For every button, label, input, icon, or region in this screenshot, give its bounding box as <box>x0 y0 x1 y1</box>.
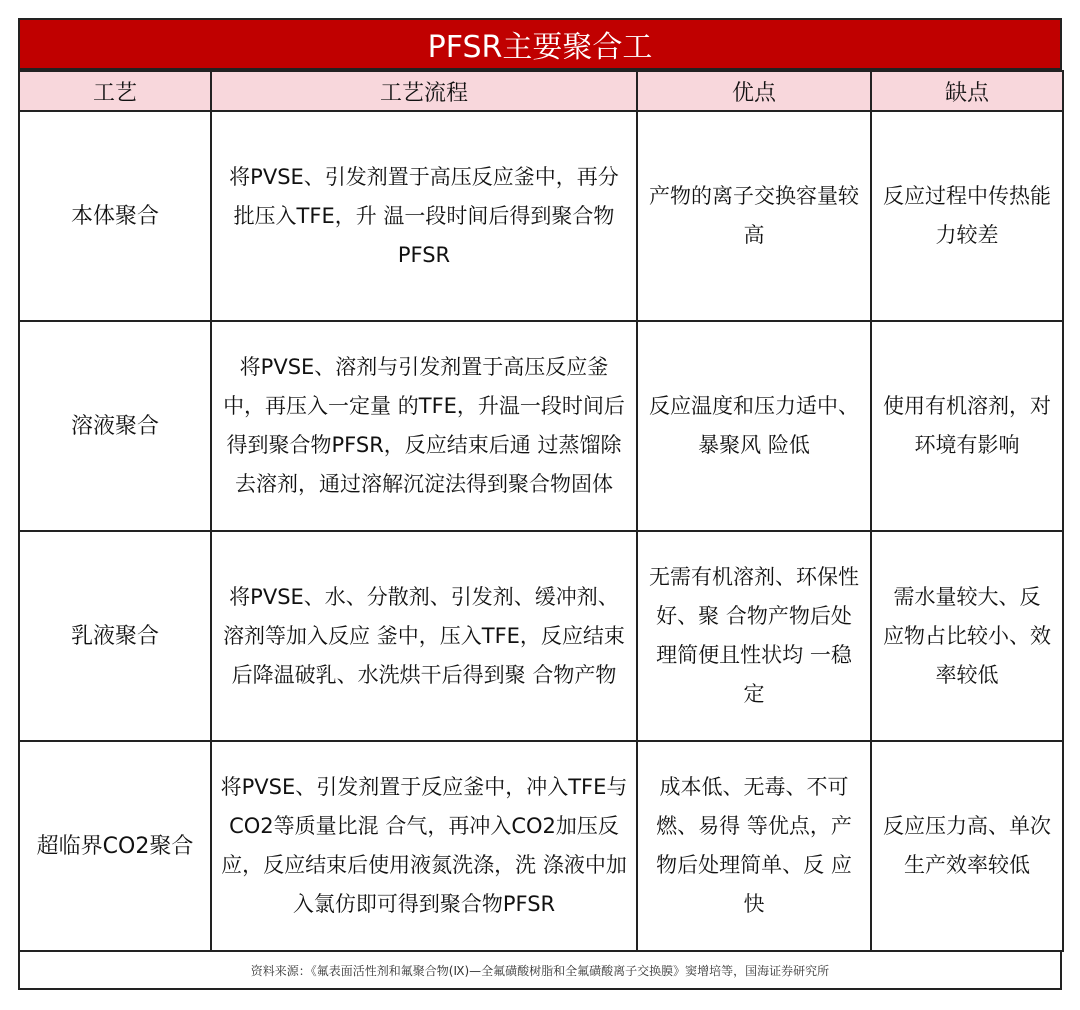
row-name: 超临界CO2聚合 <box>19 741 211 951</box>
header-disadvantages: 缺点 <box>871 71 1063 111</box>
header-process-type: 工艺 <box>19 71 211 111</box>
table-row <box>19 321 1063 531</box>
table-title: PFSR主要聚合工 <box>18 18 1062 70</box>
row-name: 溶液聚合 <box>19 321 211 531</box>
row-advantages: 无需有机溶剂、环保性好、聚 合物产物后处理简便且性状均 一稳定 <box>637 531 871 741</box>
row-disadvantages: 需水量较大、反 应物占比较小、效 率较低 <box>871 531 1063 741</box>
polymerization-table <box>18 70 1064 952</box>
row-process: 将PVSE、溶剂与引发剂置于高压反应釜中，再压入一定量 的TFE，升温一段时间后得到聚合物PFSR，反应结束后通 过蒸馏除去溶剂，通过溶解沉淀法得到聚合物固体 <box>211 321 637 531</box>
row-process: 将PVSE、水、分散剂、引发剂、缓冲剂、溶剂等加入反应 釜中，压入TFE，反应结束后降温破乳、水洗烘干后得到聚 合物产物 <box>211 531 637 741</box>
header-advantages: 优点 <box>637 71 871 111</box>
table-row <box>19 741 1063 951</box>
row-advantages: 反应温度和压力适中、暴聚风 险低 <box>637 321 871 531</box>
table-row <box>19 531 1063 741</box>
row-disadvantages: 使用有机溶剂，对 环境有影响 <box>871 321 1063 531</box>
table-row <box>19 111 1063 321</box>
row-process: 将PVSE、引发剂置于反应釜中，冲入TFE与CO2等质量比混 合气，再冲入CO2加压反应，反应结束后使用液氮洗涤，洗 涤液中加入氯仿即可得到聚合物PFSR <box>211 741 637 951</box>
header-row <box>19 71 1063 111</box>
row-disadvantages: 反应过程中传热能 力较差 <box>871 111 1063 321</box>
row-advantages: 产物的离子交换容量较高 <box>637 111 871 321</box>
row-process: 将PVSE、引发剂置于高压反应釜中，再分批压入TFE，升 温一段时间后得到聚合物PFSR <box>211 111 637 321</box>
row-name: 乳液聚合 <box>19 531 211 741</box>
source-note: 资料来源：《氟表面活性剂和氟聚合物(Ⅸ)—全氟磺酸树脂和全氟磺酸离子交换膜》窦增培等，国海证券研究所 <box>18 952 1062 990</box>
header-process-flow: 工艺流程 <box>211 71 637 111</box>
table-container <box>18 18 1062 990</box>
row-disadvantages: 反应压力高、单次生产效率较低 <box>871 741 1063 951</box>
row-advantages: 成本低、无毒、不可燃、易得 等优点，产物后处理简单、反 应快 <box>637 741 871 951</box>
row-name: 本体聚合 <box>19 111 211 321</box>
